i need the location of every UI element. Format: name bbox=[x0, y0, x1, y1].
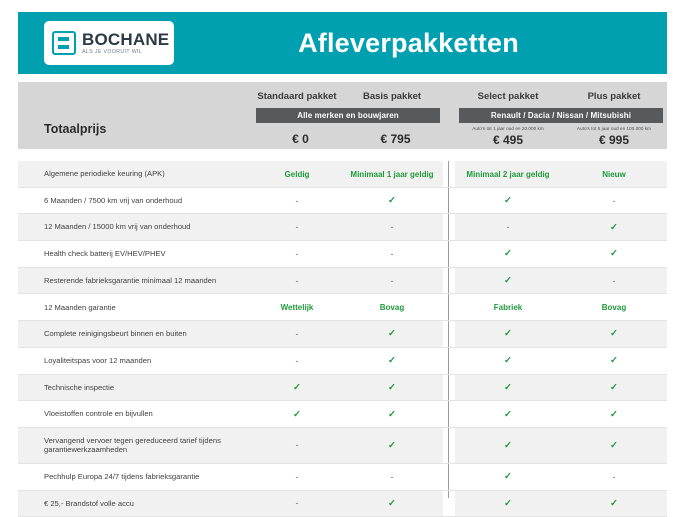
table-row bbox=[18, 241, 667, 268]
cell-standaard bbox=[253, 161, 341, 187]
row-label: Complete reinigingsbeurt binnen en buiten bbox=[18, 321, 253, 348]
cell-select bbox=[455, 374, 561, 401]
cell-select bbox=[455, 241, 561, 268]
cell-value: Wettelijk bbox=[280, 303, 314, 313]
row-label: Pechhulp Europa 24/7 tijdens fabrieksgarantie bbox=[18, 463, 253, 490]
cell-select bbox=[455, 294, 561, 321]
row-label: Resterende fabrieksgarantie minimaal 12 maanden bbox=[18, 267, 253, 294]
cell-value: ✓ bbox=[388, 328, 396, 340]
cell-value: ✓ bbox=[388, 195, 396, 207]
cell-select bbox=[455, 401, 561, 428]
cell-value: - bbox=[295, 498, 299, 509]
cell-value: Bovag bbox=[601, 303, 627, 313]
gap-cell bbox=[443, 161, 455, 187]
row-label: € 25,- Brandstof volle accu bbox=[18, 490, 253, 517]
cell-value: ✓ bbox=[504, 471, 512, 483]
cell-plus bbox=[561, 187, 667, 214]
header-spacer-row bbox=[18, 149, 667, 161]
right-group-pill: Renault / Dacia / Nissan / Mitsubishi bbox=[459, 108, 663, 123]
cell-value: ✓ bbox=[388, 381, 396, 393]
cell-value: ✓ bbox=[504, 381, 512, 393]
cell-select bbox=[455, 187, 561, 214]
cell-basis bbox=[341, 321, 443, 348]
price-standaard: € 0 bbox=[292, 132, 309, 146]
right-group-header bbox=[455, 82, 667, 149]
cell-basis bbox=[341, 427, 443, 463]
cell-value: ✓ bbox=[504, 355, 512, 367]
cell-value: ✓ bbox=[504, 408, 512, 420]
cell-plus bbox=[561, 427, 667, 463]
cell-select bbox=[455, 214, 561, 241]
cell-standaard bbox=[253, 187, 341, 214]
table-row bbox=[18, 187, 667, 214]
gap-cell bbox=[443, 294, 455, 321]
total-price-label: Totaalprijs bbox=[44, 122, 107, 136]
gap-cell bbox=[443, 427, 455, 463]
gap-cell bbox=[443, 321, 455, 348]
cell-standaard bbox=[253, 294, 341, 321]
packages-table-wrapper bbox=[18, 82, 667, 517]
cell-value: - bbox=[390, 275, 394, 286]
table-header-row bbox=[18, 82, 667, 149]
cell-value: - bbox=[295, 440, 299, 451]
column-title-select: Select pakket bbox=[477, 91, 539, 102]
cell-value: ✓ bbox=[504, 328, 512, 340]
cell-value: ✓ bbox=[610, 439, 618, 451]
cell-value: ✓ bbox=[388, 439, 396, 451]
cell-select bbox=[455, 267, 561, 294]
gap-cell bbox=[443, 374, 455, 401]
cell-value: ✓ bbox=[388, 355, 396, 367]
cell-value: Nieuw bbox=[602, 169, 626, 179]
cell-basis bbox=[341, 241, 443, 268]
cell-value: - bbox=[295, 195, 299, 206]
cell-plus bbox=[561, 267, 667, 294]
cell-value: ✓ bbox=[504, 248, 512, 260]
row-label: 12 Maanden / 15000 km vrij van onderhoud bbox=[18, 214, 253, 241]
cell-value: - bbox=[390, 222, 394, 233]
row-label: Algemene periodieke keuring (APK) bbox=[18, 161, 253, 187]
cell-value: Minimaal 1 jaar geldig bbox=[350, 169, 434, 179]
cell-value: - bbox=[390, 248, 394, 259]
cell-value: - bbox=[390, 471, 394, 482]
cell-value: ✓ bbox=[610, 355, 618, 367]
cell-value: ✓ bbox=[610, 248, 618, 260]
logo bbox=[44, 21, 174, 65]
page-header bbox=[18, 12, 667, 74]
table-row bbox=[18, 214, 667, 241]
cell-value: - bbox=[295, 222, 299, 233]
total-price-label-cell bbox=[18, 82, 253, 149]
logo-text bbox=[82, 31, 169, 55]
row-label: 12 Maanden garantie bbox=[18, 294, 253, 321]
cell-basis bbox=[341, 267, 443, 294]
column-title-standaard: Standaard pakket bbox=[257, 91, 337, 102]
gap-cell bbox=[443, 187, 455, 214]
gap-cell bbox=[443, 347, 455, 374]
price-plus: € 995 bbox=[598, 133, 630, 147]
cell-value: ✓ bbox=[504, 275, 512, 287]
left-group-header bbox=[253, 82, 443, 149]
cell-value: Bovag bbox=[379, 303, 405, 313]
cell-select bbox=[455, 463, 561, 490]
cell-standaard bbox=[253, 374, 341, 401]
cell-standaard bbox=[253, 490, 341, 517]
logo-name: BOCHANE bbox=[82, 29, 170, 49]
cell-standaard bbox=[253, 241, 341, 268]
row-label: 6 Maanden / 7500 km vrij van onderhoud bbox=[18, 187, 253, 214]
cell-value: ✓ bbox=[610, 221, 618, 233]
cell-value: Minimaal 2 jaar geldig bbox=[466, 169, 550, 179]
cell-value: ✓ bbox=[388, 408, 396, 420]
row-label: Health check batterij EV/HEV/PHEV bbox=[18, 241, 253, 268]
cell-value: - bbox=[295, 471, 299, 482]
cell-basis bbox=[341, 490, 443, 517]
price-select: € 495 bbox=[492, 133, 524, 147]
cell-value: ✓ bbox=[504, 195, 512, 207]
table-row bbox=[18, 294, 667, 321]
table-row bbox=[18, 401, 667, 428]
cell-value: - bbox=[295, 328, 299, 339]
cell-standaard bbox=[253, 214, 341, 241]
gap-cell bbox=[443, 241, 455, 268]
cell-value: ✓ bbox=[504, 439, 512, 451]
column-note-plus: Auto's tot 5 jaar oud en 100.000 km bbox=[576, 126, 652, 131]
cell-select bbox=[455, 427, 561, 463]
cell-value: - bbox=[295, 275, 299, 286]
page-title: Afleverpakketten bbox=[298, 27, 519, 58]
cell-standaard bbox=[253, 463, 341, 490]
cell-basis bbox=[341, 401, 443, 428]
cell-standaard bbox=[253, 401, 341, 428]
cell-plus bbox=[561, 463, 667, 490]
table-row bbox=[18, 161, 667, 187]
cell-value: ✓ bbox=[610, 497, 618, 509]
logo-tagline: ALS JE VOORUIT WIL bbox=[82, 48, 143, 55]
cell-plus bbox=[561, 321, 667, 348]
cell-basis bbox=[341, 161, 443, 187]
cell-basis bbox=[341, 187, 443, 214]
cell-plus bbox=[561, 161, 667, 187]
cell-standaard bbox=[253, 347, 341, 374]
cell-plus bbox=[561, 401, 667, 428]
gap-cell bbox=[443, 401, 455, 428]
bochane-logo-icon bbox=[52, 31, 76, 55]
cell-value: ✓ bbox=[388, 497, 396, 509]
column-note-select: Auto's tot 1 jaar oud en 20.000 km bbox=[472, 126, 544, 131]
left-group-pill: Alle merken en bouwjaren bbox=[256, 108, 440, 123]
cell-plus bbox=[561, 294, 667, 321]
cell-value: - bbox=[295, 355, 299, 366]
cell-select bbox=[455, 161, 561, 187]
table-row bbox=[18, 490, 667, 517]
cell-select bbox=[455, 321, 561, 348]
cell-value: ✓ bbox=[293, 408, 301, 420]
cell-plus bbox=[561, 490, 667, 517]
gap-cell bbox=[443, 214, 455, 241]
column-title-plus: Plus pakket bbox=[587, 91, 641, 102]
row-label: Loyaliteitspas voor 12 maanden bbox=[18, 347, 253, 374]
cell-basis bbox=[341, 214, 443, 241]
row-label: Technische inspectie bbox=[18, 374, 253, 401]
cell-value: ✓ bbox=[610, 408, 618, 420]
table-row bbox=[18, 463, 667, 490]
cell-select bbox=[455, 347, 561, 374]
cell-value: - bbox=[295, 248, 299, 259]
cell-standaard bbox=[253, 267, 341, 294]
cell-value: ✓ bbox=[293, 381, 301, 393]
cell-basis bbox=[341, 463, 443, 490]
cell-value: ✓ bbox=[504, 497, 512, 509]
cell-basis bbox=[341, 347, 443, 374]
gap-cell bbox=[443, 490, 455, 517]
cell-basis bbox=[341, 374, 443, 401]
row-label: Vervangend vervoer tegen gereduceerd tarief tijdens garantiewerkzaamheden bbox=[18, 427, 253, 463]
table-row bbox=[18, 267, 667, 294]
cell-value: Fabriek bbox=[493, 303, 523, 313]
cell-value: - bbox=[612, 275, 616, 286]
cell-plus bbox=[561, 241, 667, 268]
cell-value: - bbox=[506, 222, 510, 233]
cell-standaard bbox=[253, 427, 341, 463]
cell-value: - bbox=[612, 195, 616, 206]
header-gap-cell bbox=[443, 82, 455, 149]
cell-plus bbox=[561, 214, 667, 241]
cell-plus bbox=[561, 347, 667, 374]
column-title-basis: Basis pakket bbox=[362, 91, 422, 102]
cell-plus bbox=[561, 374, 667, 401]
price-basis: € 795 bbox=[380, 132, 411, 146]
cell-basis bbox=[341, 294, 443, 321]
gap-cell bbox=[443, 267, 455, 294]
cell-value: ✓ bbox=[610, 381, 618, 393]
cell-value: Geldig bbox=[284, 169, 310, 179]
table-row bbox=[18, 427, 667, 463]
row-label: Vloeistoffen controle en bijvullen bbox=[18, 401, 253, 428]
gap-cell bbox=[443, 463, 455, 490]
cell-value: ✓ bbox=[610, 328, 618, 340]
table-row bbox=[18, 374, 667, 401]
table-row bbox=[18, 347, 667, 374]
table-row bbox=[18, 321, 667, 348]
packages-table bbox=[18, 82, 667, 517]
cell-value: - bbox=[612, 471, 616, 482]
cell-select bbox=[455, 490, 561, 517]
cell-standaard bbox=[253, 321, 341, 348]
